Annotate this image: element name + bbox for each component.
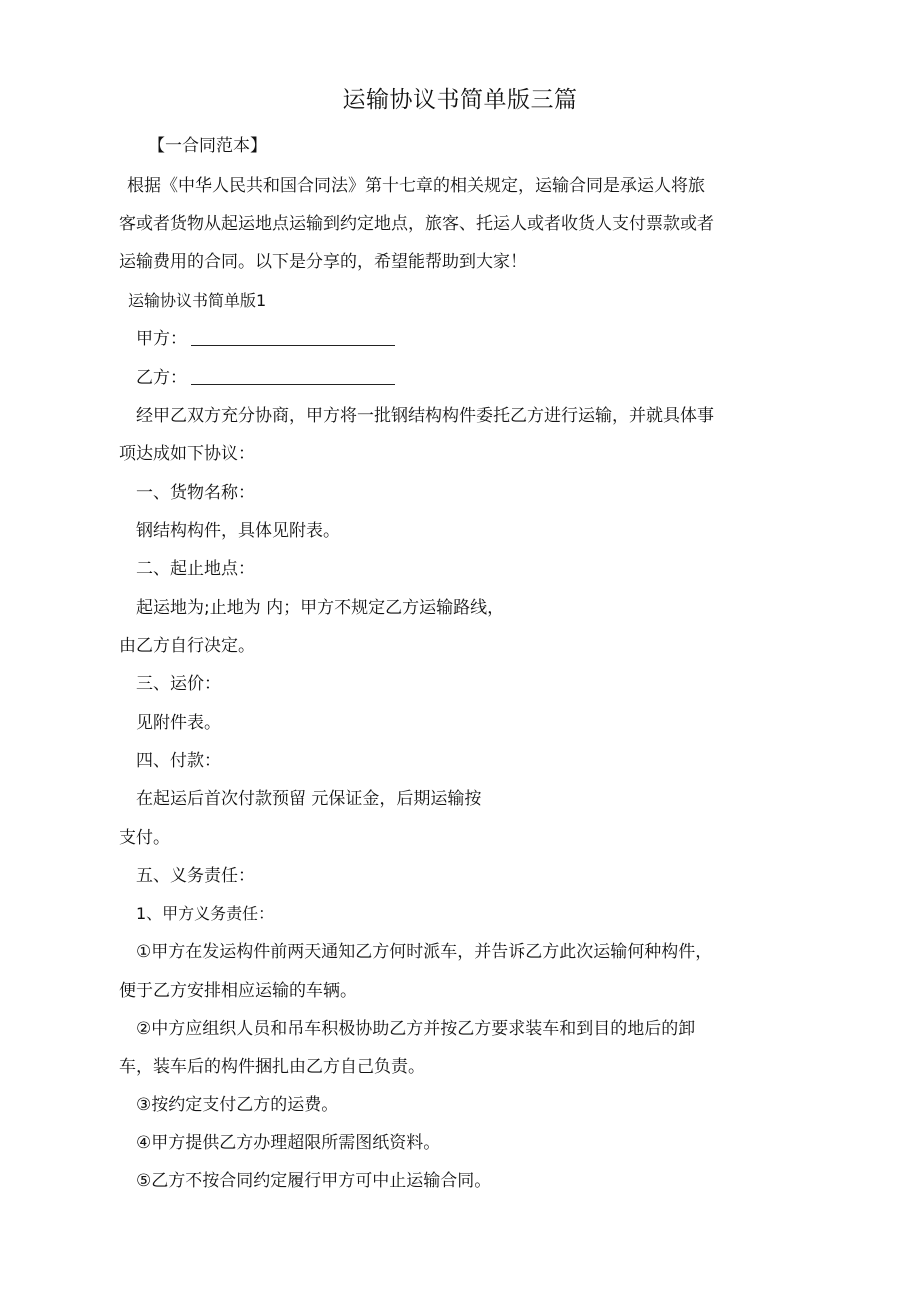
party-a-label: 甲方：	[136, 329, 187, 349]
section-4-body-line-1: 在起运后首次付款预留 元保证金，后期运输按	[136, 789, 482, 809]
item-2-line-2: 车，装车后的构件捆扎由乙方自己负责。	[119, 1057, 425, 1077]
agreement-title: 运输协议书简单版1	[128, 291, 267, 310]
item-5: ⑤乙方不按合同约定履行甲方可中止运输合同。	[136, 1171, 492, 1191]
section-header: 【一合同范本】	[148, 136, 267, 156]
section-2-body-line-1: 起运地为;止地为 内；甲方不规定乙方运输路线，	[136, 598, 505, 618]
section-5-heading: 五、义务责任：	[136, 866, 255, 886]
item-1-line-2: 便于乙方安排相应运输的车辆。	[119, 981, 357, 1001]
section-2-heading: 二、起止地点：	[136, 559, 255, 579]
preamble-line-1: 经甲乙双方充分协商，甲方将一批钢结构构件委托乙方进行运输，并就具体事	[136, 406, 714, 426]
party-b-blank	[191, 366, 395, 385]
party-b-row	[136, 366, 395, 390]
item-2-line-1: ②中方应组织人员和吊车积极协助乙方并按乙方要求装车和到目的地后的卸	[136, 1019, 696, 1039]
party-a-blank	[191, 327, 395, 346]
section-3-heading: 三、运价：	[136, 674, 221, 694]
item-1-line-1: ①甲方在发运构件前两天通知乙方何时派车，并告诉乙方此次运输何种构件，	[136, 942, 713, 962]
item-4: ④甲方提供乙方办理超限所需图纸资料。	[136, 1133, 441, 1153]
preamble-line-2: 项达成如下协议：	[119, 444, 255, 464]
section-1-body: 钢结构构件，具体见附表。	[136, 521, 340, 541]
party-b-label: 乙方：	[136, 368, 187, 388]
section-3-body: 见附件表。	[136, 713, 221, 733]
intro-line-2: 客或者货物从起运地点运输到约定地点，旅客、托运人或者收货人支付票款或者	[119, 214, 714, 234]
item-3: ③按约定支付乙方的运费。	[136, 1095, 339, 1115]
section-4-heading: 四、付款：	[136, 751, 221, 771]
party-a-row	[136, 327, 395, 351]
document-title: 运输协议书简单版三篇	[342, 87, 578, 113]
section-4-body-line-2: 支付。	[119, 828, 170, 848]
section-1-heading: 一、货物名称：	[136, 483, 255, 503]
section-5-sub-1: 1、甲方义务责任：	[136, 904, 275, 923]
intro-line-3: 运输费用的合同。以下是分享的，希望能帮助到大家！	[119, 252, 527, 272]
section-2-body-line-2: 由乙方自行决定。	[119, 636, 255, 656]
intro-line-1: 根据《中华人民共和国合同法》第十七章的相关规定，运输合同是承运人将旅	[127, 176, 705, 196]
